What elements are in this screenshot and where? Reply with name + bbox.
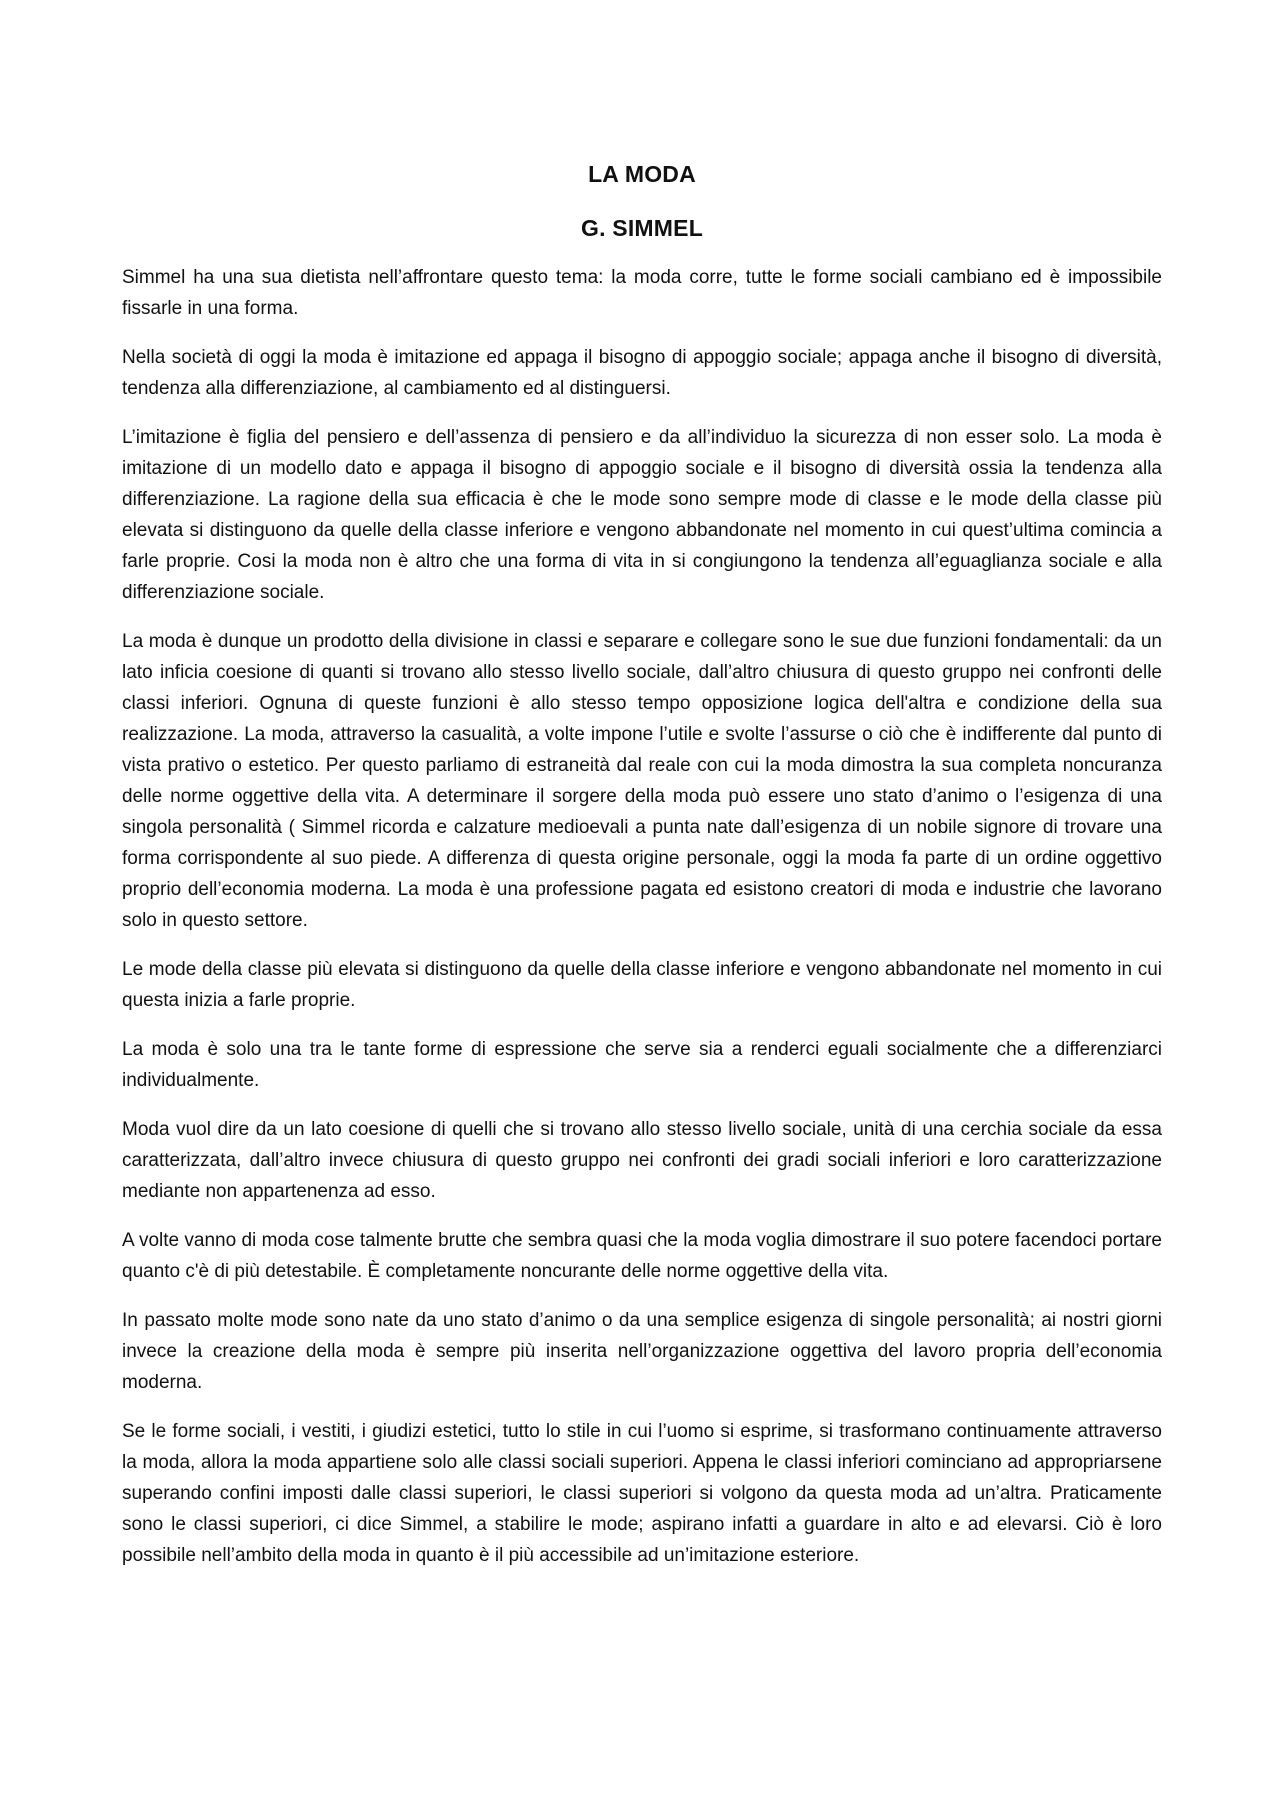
document-content — [122, 150, 1162, 1589]
paragraph: A volte vanno di moda cose talmente brutte che sembra quasi che la moda voglia dimostrare il suo potere facendoci portare quanto c'è di più detestabile. È completamente noncurante delle norme oggettive della vita. — [122, 1230, 1162, 1282]
paragraph: Simmel ha una sua dietista nell’affrontare questo tema: la moda corre, tutte le forme sociali cambiano ed è impossibile fissarle in una forma. — [122, 267, 1162, 319]
paragraph: La moda è solo una tra le tante forme di espressione che serve sia a renderci eguali socialmente che a differenziarci individualmente. — [122, 1039, 1162, 1091]
document-author: G. SIMMEL — [581, 215, 703, 241]
paragraph: Se le forme sociali, i vestiti, i giudizi estetici, tutto lo stile in cui l’uomo si esprime, si trasformano continuamente attraverso la moda, allora la moda appartiene solo alle classi sociali superiori. Appena le classi inferiori cominciano ad appropriarsene superando confini imposti dalle classi superiori, le classi superiori si volgono da questa moda ad un’altra. Praticamente sono le classi superiori, ci dice Simmel, a stabilire le mode; aspirano infatti a guardare in alto e ad elevarsi. Ciò è loro possibile nell’ambito della moda in quanto è il più accessibile ad un’imitazione esteriore. — [122, 1421, 1162, 1566]
paragraph: L’imitazione è figlia del pensiero e dell’assenza di pensiero e da all’individuo la sicurezza di non esser solo. La moda è imitazione di un modello dato e appaga il bisogno di appoggio sociale e il bisogno di diversità ossia la tendenza alla differenziazione. La ragione della sua efficacia è che le mode sono sempre mode di classe e le mode della classe più elevata si distinguono da quelle della classe inferiore e vengono abbandonate nel momento in cui quest’ultima comincia a farle proprie. Cosi la moda non è altro che una forma di vita in si congiungono la tendenza all’eguaglianza sociale e alla differenziazione sociale. — [122, 427, 1162, 603]
paragraph: Le mode della classe più elevata si distinguono da quelle della classe inferiore e vengono abbandonate nel momento in cui questa inizia a farle proprie. — [122, 959, 1162, 1011]
paragraph: Nella società di oggi la moda è imitazione ed appaga il bisogno di appoggio sociale; appaga anche il bisogno di diversità, tendenza alla differenziazione, al cambiamento ed al distinguersi. — [122, 347, 1162, 399]
paragraph: Moda vuol dire da un lato coesione di quelli che si trovano allo stesso livello sociale, unità di una cerchia sociale da essa caratterizzata, dall’altro invece chiusura di questo gruppo nei confronti dei gradi sociali inferiori e loro caratterizzazione mediante non appartenenza ad esso. — [122, 1119, 1162, 1202]
paragraph: In passato molte mode sono nate da uno stato d’animo o da una semplice esigenza di singole personalità; ai nostri giorni invece la creazione della moda è sempre più inserita nell’organizzazione oggettiva del lavoro propria dell’economia moderna. — [122, 1310, 1162, 1393]
paragraph: La moda è dunque un prodotto della divisione in classi e separare e collegare sono le sue due funzioni fondamentali: da un lato inficia coesione di quanti si trovano allo stesso livello sociale, dall’altro chiusura di questo gruppo nei confronti delle classi inferiori. Ognuna di queste funzioni è allo stesso tempo opposizione logica dell'altra e condizione della sua realizzazione. La moda, attraverso la casualità, a volte impone l’utile e svolte l’assurse o ciò che è indifferente dal punto di vista prativo o estetico. Per questo parliamo di estraneità dal reale con cui la moda dimostra la sua completa noncuranza delle norme oggettive della vita. A determinare il sorgere della moda può essere uno stato d’animo o l’esigenza di una singola personalità ( Simmel ricorda e calzature medioevali a punta nate dall’esigenza di un nobile signore di trovare una forma corrispondente al suo piede. A differenza di questa origine personale, oggi la moda fa parte di un ordine oggettivo proprio dell’economia moderna. La moda è una professione pagata ed esistono creatori di moda e industrie che lavorano solo in questo settore. — [122, 631, 1162, 931]
document-body — [122, 262, 1162, 1571]
document-title: LA MODA — [588, 161, 696, 187]
